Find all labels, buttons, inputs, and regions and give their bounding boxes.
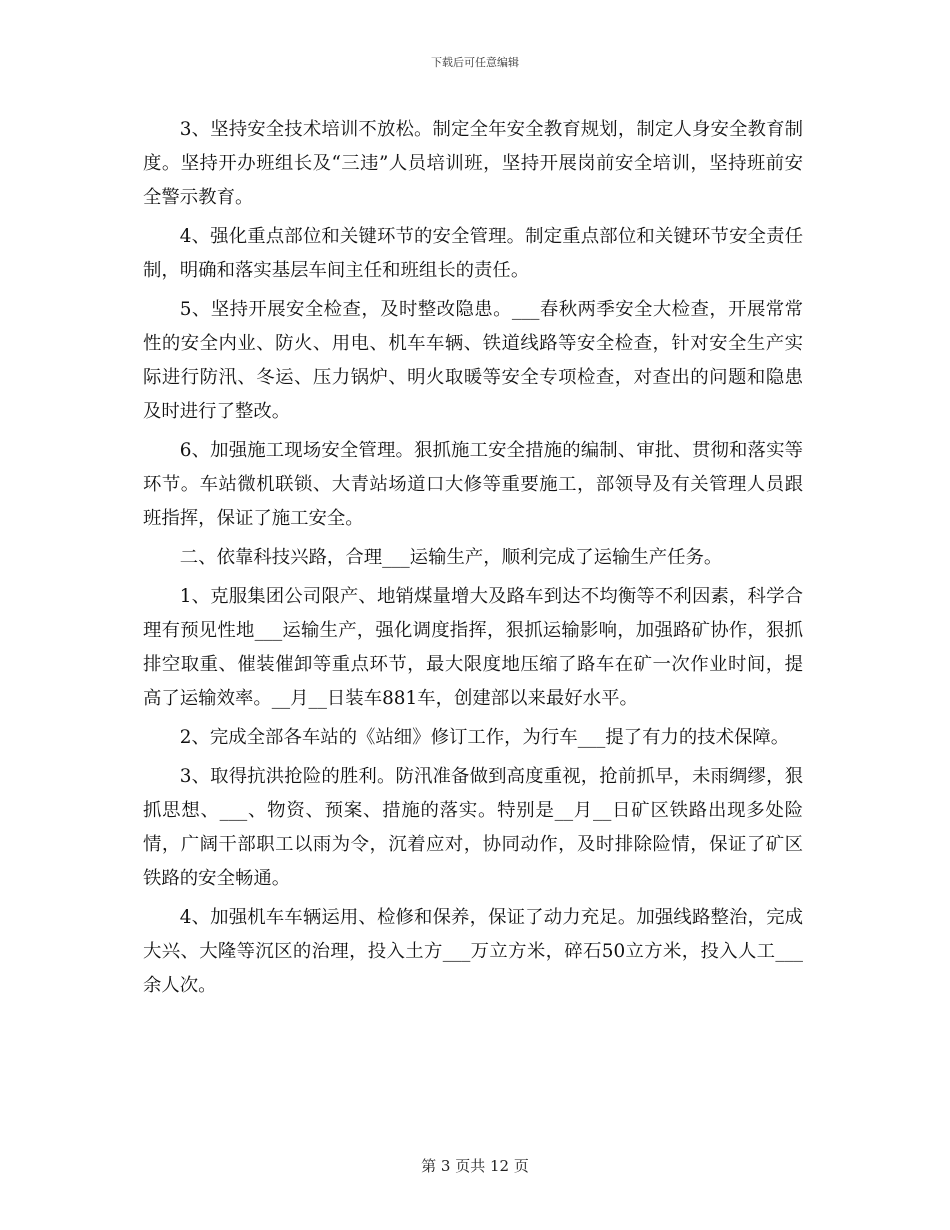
paragraph-station-rules: 2、完成全部各车站的《站细》修订工作，为行车___提了有力的技术保障。: [179, 727, 790, 748]
document-body: [143, 113, 803, 1008]
paragraph-construction-safety: 6、加强施工现场安全管理。狠抓施工安全措施的编制、审批、贯彻和落实等环节。车站微机联锁、大青站场道口大修等重要施工，部领导及有关管理人员跟班指挥，保证了施工安全。: [143, 440, 803, 529]
page-number-footer: 第 3 页共 12 页: [421, 1157, 529, 1175]
paragraph-safety-training: 3、坚持安全技术培训不放松。制定全年安全教育规划，制定人身安全教育制度。坚持开办班组长及“三违”人员培训班，坚持开展岗前安全培训，坚持班前安全警示教育。: [143, 119, 803, 208]
paragraph-vehicle-maintenance: 4、加强机车车辆运用、检修和保养，保证了动力充足。加强线路整治，完成大兴、大隆等沉区的治理，投入土方___万立方米，碎石50立方米，投入人工___余人次。: [143, 907, 803, 996]
paragraph-key-areas: 4、强化重点部位和关键环节的安全管理。制定重点部位和关键环节安全责任制，明确和落实基层车间主任和班组长的责任。: [143, 226, 803, 281]
section-heading-transport: 二、依靠科技兴路，合理___运输生产，顺利完成了运输生产任务。: [179, 547, 723, 568]
page-header: 下载后可任意编辑: [431, 56, 519, 69]
paragraph-flood-control: 3、取得抗洪抢险的胜利。防汛准备做到高度重视，抢前抓早，未雨绸缪，狠抓思想、___、物资、预案、措施的落实。特别是__月__日矿区铁路出现多处险情，广阔干部职工以雨为令，沉着应对，协同动作，及时排除险情，保证了矿区铁路的安全畅通。: [143, 766, 803, 889]
paragraph-transport-production: 1、克服集团公司限产、地销煤量增大及路车到达不均衡等不利因素，科学合理有预见性地___运输生产，强化调度指挥，狠抓运输影响，加强路矿协作，狠抓排空取重、催装催卸等重点环节，最大限度地压缩了路车在矿一次作业时间，提高了运输效率。__月__日装车881车，创建部以来最好水平。: [143, 586, 803, 709]
paragraph-safety-inspection: 5、坚持开展安全检查，及时整改隐患。___春秋两季安全大检查，开展常常性的安全内业、防火、用电、机车车辆、铁道线路等安全检查，针对安全生产实际进行防汛、冬运、压力锅炉、明火取暖等安全专项检查，对查出的问题和隐患及时进行了整改。: [143, 299, 803, 422]
